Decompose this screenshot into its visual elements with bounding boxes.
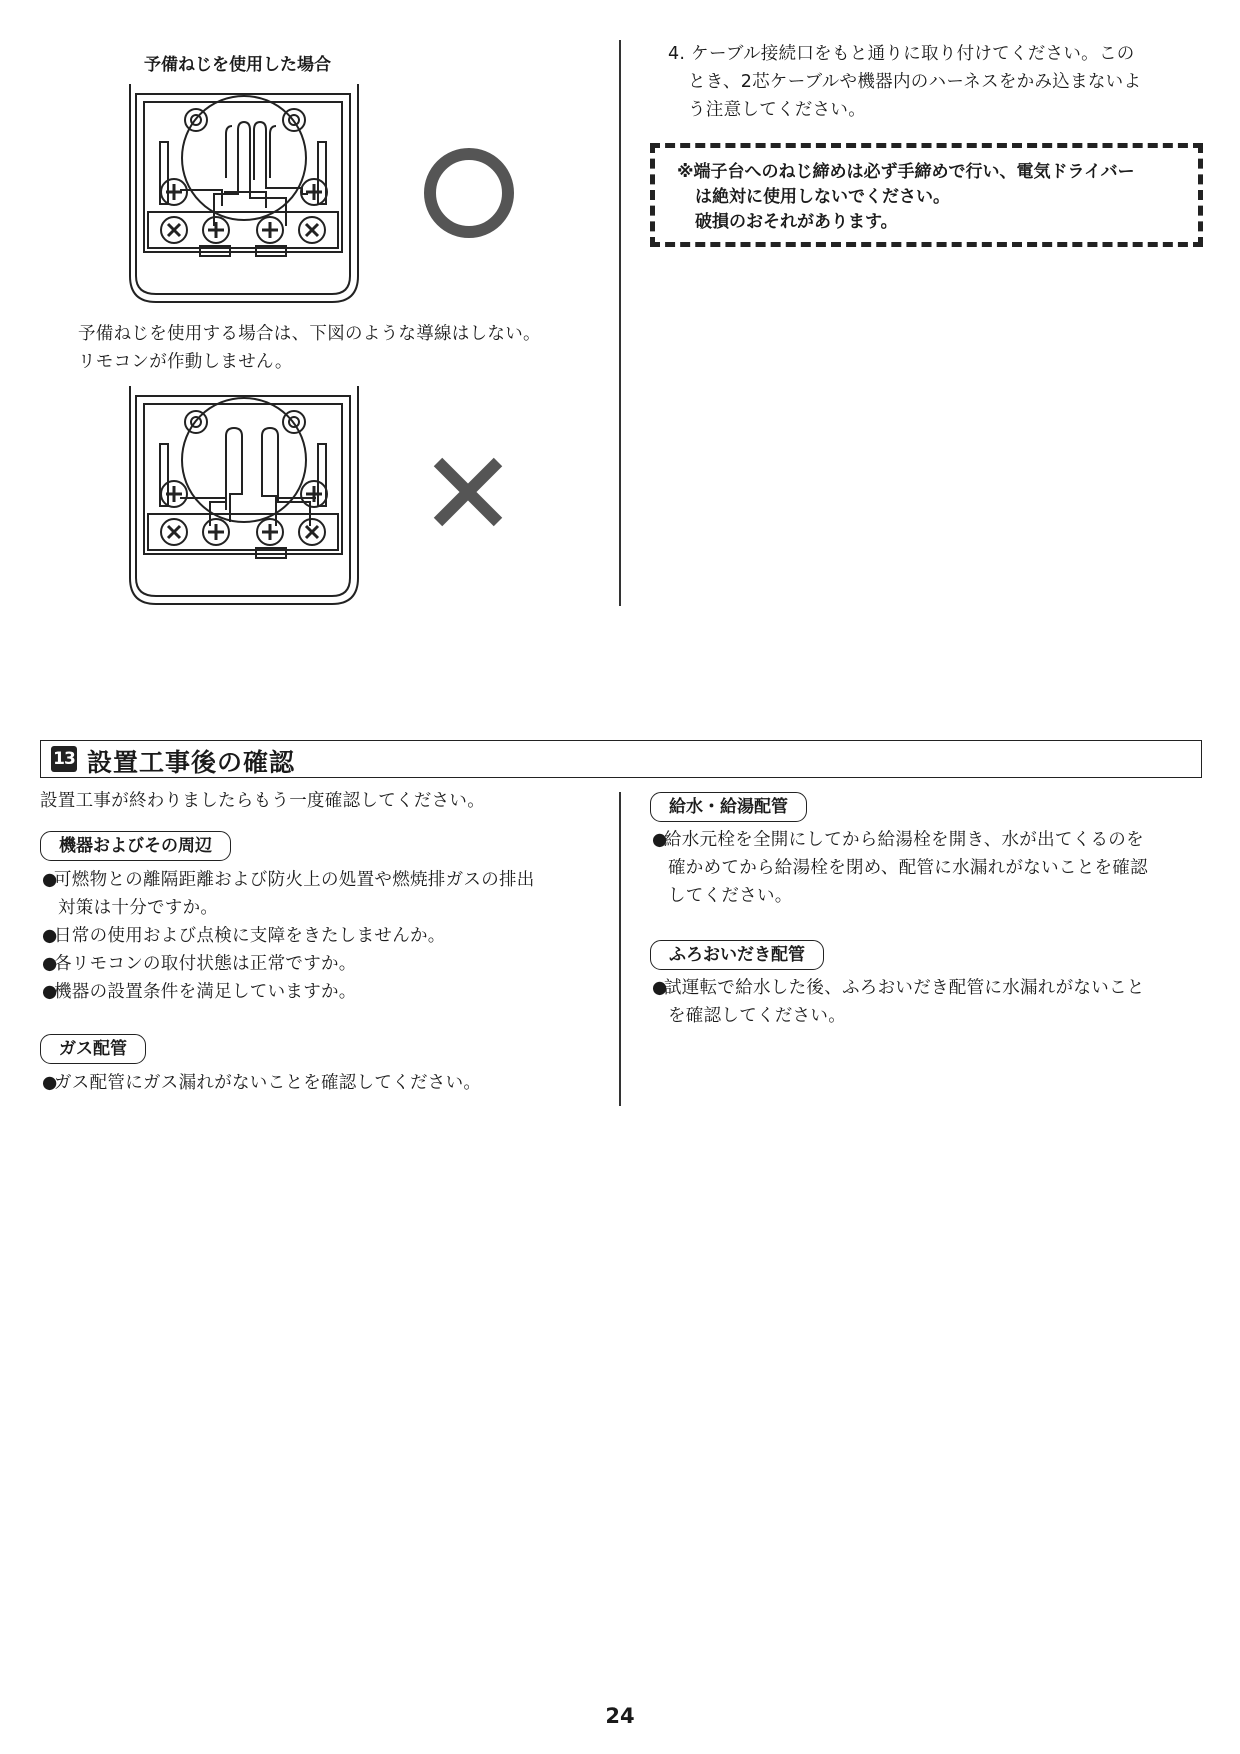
column-divider-top <box>619 40 621 606</box>
step4-line2: とき、2芯ケーブルや機器内のハーネスをかみ込まないよ <box>688 72 1142 92</box>
bullet-icon: ● <box>42 870 58 890</box>
gas-label: ガス配管 <box>40 1034 146 1064</box>
water-bullet-1 <box>652 826 1144 854</box>
equipment-b3: 各リモコンの取付状態は正常ですか。 <box>54 954 357 974</box>
bath-bullet-1 <box>652 974 1145 1002</box>
bath-label: ふろおいだき配管 <box>650 940 824 970</box>
section-intro: 設置工事が終わりましたらもう一度確認してください。 <box>40 791 485 811</box>
section-number: 13 <box>51 746 77 772</box>
column-divider-bottom <box>619 792 621 1106</box>
notice-line1: ※端子台へのねじ締めは必ず手締めで行い、電気ドライバー <box>677 162 1135 182</box>
page-number: 24 <box>605 1704 635 1728</box>
spare-screw-warning-line2: リモコンが作動しません。 <box>78 352 293 372</box>
equipment-label: 機器およびその周辺 <box>40 831 231 861</box>
bath-b1-line2: を確認してください。 <box>668 1006 846 1026</box>
water-b1-line2: 確かめてから給湯栓を閉め、配管に水漏れがないことを確認 <box>668 858 1148 878</box>
bullet-icon: ● <box>652 830 668 850</box>
equipment-bullet-1 <box>42 866 535 894</box>
bullet-icon: ● <box>42 954 58 974</box>
equipment-bullet-3 <box>42 950 357 978</box>
equipment-bullet-4 <box>42 978 357 1006</box>
bullet-icon: ● <box>42 982 58 1002</box>
section-header <box>40 740 1202 778</box>
water-b1-line3: してください。 <box>668 886 793 906</box>
bullet-icon: ● <box>42 926 58 946</box>
gas-bullet-1 <box>42 1069 481 1097</box>
notice-line2: は絶対に使用しないでください。 <box>695 187 950 207</box>
bath-b1-line1: 試運転で給水した後、ふろおいだき配管に水漏れがないこと <box>664 978 1145 998</box>
bullet-icon: ● <box>652 978 668 998</box>
gas-b1: ガス配管にガス漏れがないことを確認してください。 <box>54 1073 482 1093</box>
bullet-icon: ● <box>42 1073 58 1093</box>
equipment-b1-line2: 対策は十分ですか。 <box>58 898 219 918</box>
step4-line1: 4. ケーブル接続口をもと通りに取り付けてください。この <box>668 44 1135 64</box>
figure-caption: 予備ねじを使用した場合 <box>144 55 331 75</box>
step4-line3: う注意してください。 <box>688 100 866 120</box>
water-label: 給水・給湯配管 <box>650 792 807 822</box>
equipment-bullet-2 <box>42 922 446 950</box>
section-title: 設置工事後の確認 <box>87 748 296 777</box>
water-b1-line1: 給水元栓を全開にしてから給湯栓を開き、水が出てくるのを <box>664 830 1144 850</box>
notice-box <box>650 143 1203 247</box>
cross-icon <box>432 456 504 528</box>
terminal-diagram-incorrect <box>126 382 362 610</box>
equipment-b2: 日常の使用および点検に支障をきたしませんか。 <box>54 926 446 946</box>
circle-icon <box>424 148 514 238</box>
equipment-b4: 機器の設置条件を満足していますか。 <box>54 982 357 1002</box>
spare-screw-warning-line1: 予備ねじを使用する場合は、下図のような導線はしない。 <box>78 324 541 344</box>
notice-line3: 破損のおそれがあります。 <box>695 212 898 232</box>
terminal-diagram-correct <box>126 80 362 308</box>
equipment-b1-line1: 可燃物との離隔距離および防火上の処置や燃焼排ガスの排出 <box>54 870 535 890</box>
